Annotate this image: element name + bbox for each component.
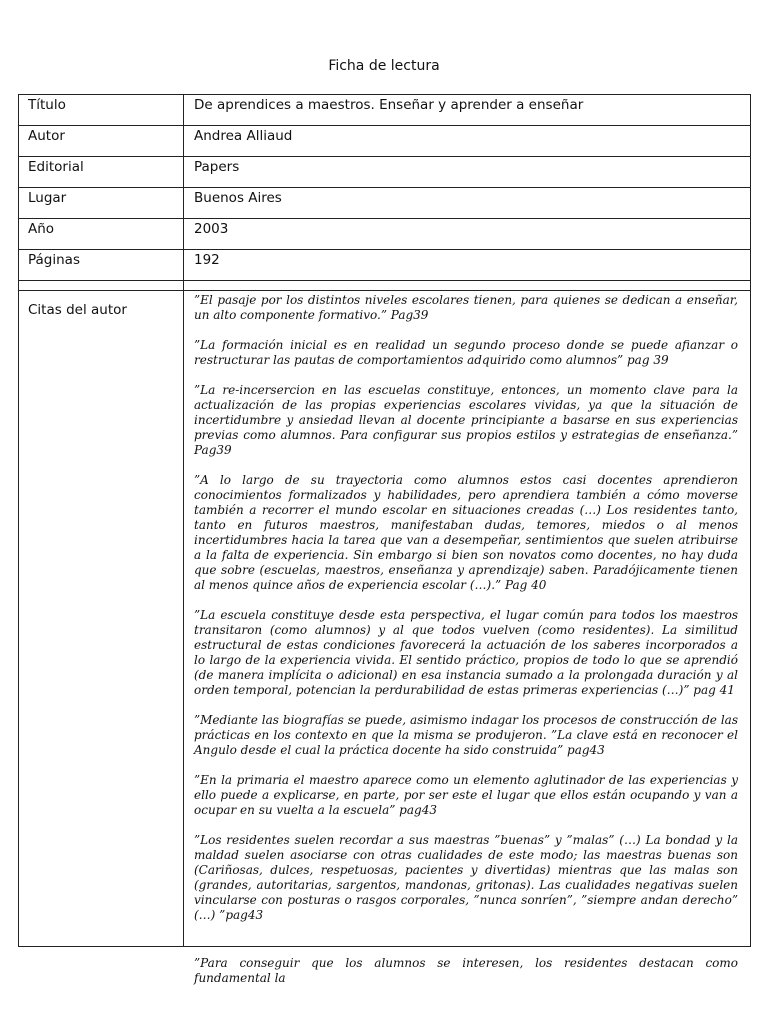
document-title: Ficha de lectura [328,58,440,74]
field-label: Título [19,95,184,126]
quote-paragraph: ”Para conseguir que los alumnos se interesen, los residentes destacan como fundamental la [194,956,738,985]
field-value: Buenos Aires [184,188,751,219]
field-label: Año [19,219,184,250]
field-row-pages [19,250,751,281]
spacer-cell [184,281,751,291]
quote-paragraph: ”En la primaria el maestro aparece como un elemento aglutinador de las experiencias y ello puede a explicarse, en parte, por ser este el lugar que ellos están ocupando y van a ocupar en su vuelta a la escuela” pag43 [194,773,738,817]
spacer-cell [19,281,184,291]
field-row-author [19,126,751,157]
quote-paragraph: ”Mediante las biografías se puede, asimismo indagar los procesos de construcción de las prácticas en los contexto en que la misma se produjeron. ”La clave está en reconocer el Angulo desde el cual la práctica docente ha sido construida” pag43 [194,713,738,757]
field-value: 2003 [184,219,751,250]
field-label: Editorial [19,157,184,188]
quote-paragraph: ”La escuela constituye desde esta perspectiva, el lugar común para todos los maestros transitaron (como alumnos) y al que todos vuelven (como residentes). La similitud estructural de estas condiciones favorecerá la actuación de los saberes incorporados a lo largo de la experiencia vivida. El sentido práctico, propios de todo lo que se aprendió (de manera implícita o adicional) en esa instancia sumado a la prolongada duración y al orden temporal, potencian la perdurabilidad de estas primeras experiencias (…)” pag 41 [194,608,738,697]
field-value: Papers [184,157,751,188]
quote-paragraph: ”La formación inicial es en realidad un segundo proceso donde se puede afianzar o restructurar las pautas de comportamientos adquirido como alumnos” pag 39 [194,338,738,367]
quotes-list [194,293,738,985]
field-value: 192 [184,250,751,281]
quote-paragraph: ”Los residentes suelen recordar a sus maestras ”buenas” y ”malas” (…) La bondad y la maldad suelen asociarse con otras cualidades de este modo; las maestras buenas son (Cariñosas, dulces, respetuosas, pacientes y divertidas) mientras que las malas son (grandes, autoritarias, sargentos, mandonas, gritonas). Las cualidades negativas suelen vincularse con posturas o rasgos corporales, ”nunca sonríen”, ”siempre andan derecho” (…) ”pag43 [194,833,738,922]
quotes-label: Citas del autor [19,291,184,947]
quotes-cell [184,291,751,985]
field-row-place [19,188,751,219]
field-value: De aprendices a maestros. Enseñar y aprender a enseñar [184,95,751,126]
spacer-row [19,281,751,291]
quote-paragraph: ”A lo largo de su trayectoria como alumnos estos casi docentes aprendieron conocimientos formalizados y habilidades, pero aprendiera también a cómo moverse también a recorrer el mundo escolar en situaciones creadas (…) Los residentes tanto, tanto en futuros maestros, manifestaban dudas, temores, miedos o al menos incertidumbres hacia la tarea que van a desempeñar, sentimientos que suelen atribuirse a la falta de experiencia. Sin embargo si bien son novatos como docentes, no hay duda que sobre (escuelas, maestros, enseñanza y aprendizaje) saben. Paradójicamente tienen al menos quince años de experiencia escolar (…).” Pag 40 [194,473,738,592]
field-value: Andrea Alliaud [184,126,751,157]
field-row-publisher [19,157,751,188]
field-row-year [19,219,751,250]
quotes-row [19,291,751,947]
quote-paragraph: ”El pasaje por los distintos niveles escolares tienen, para quienes se dedican a enseñar, un alto componente formativo.” Pag39 [194,293,738,322]
field-label: Lugar [19,188,184,219]
field-label: Autor [19,126,184,157]
reading-card-table [18,94,751,985]
quote-paragraph: ”La re-incersercion en las escuelas constituye, entonces, un momento clave para la actualización de las propias experiencias escolares vividas, ya que la situación de incertidumbre y ansiedad llevan al docente principiante a basarse en sus experiencias previas como alumnos. Para configurar sus propios estilos y estrategias de enseñanza.” Pag39 [194,383,738,457]
field-row-title [19,95,751,126]
field-label: Páginas [19,250,184,281]
